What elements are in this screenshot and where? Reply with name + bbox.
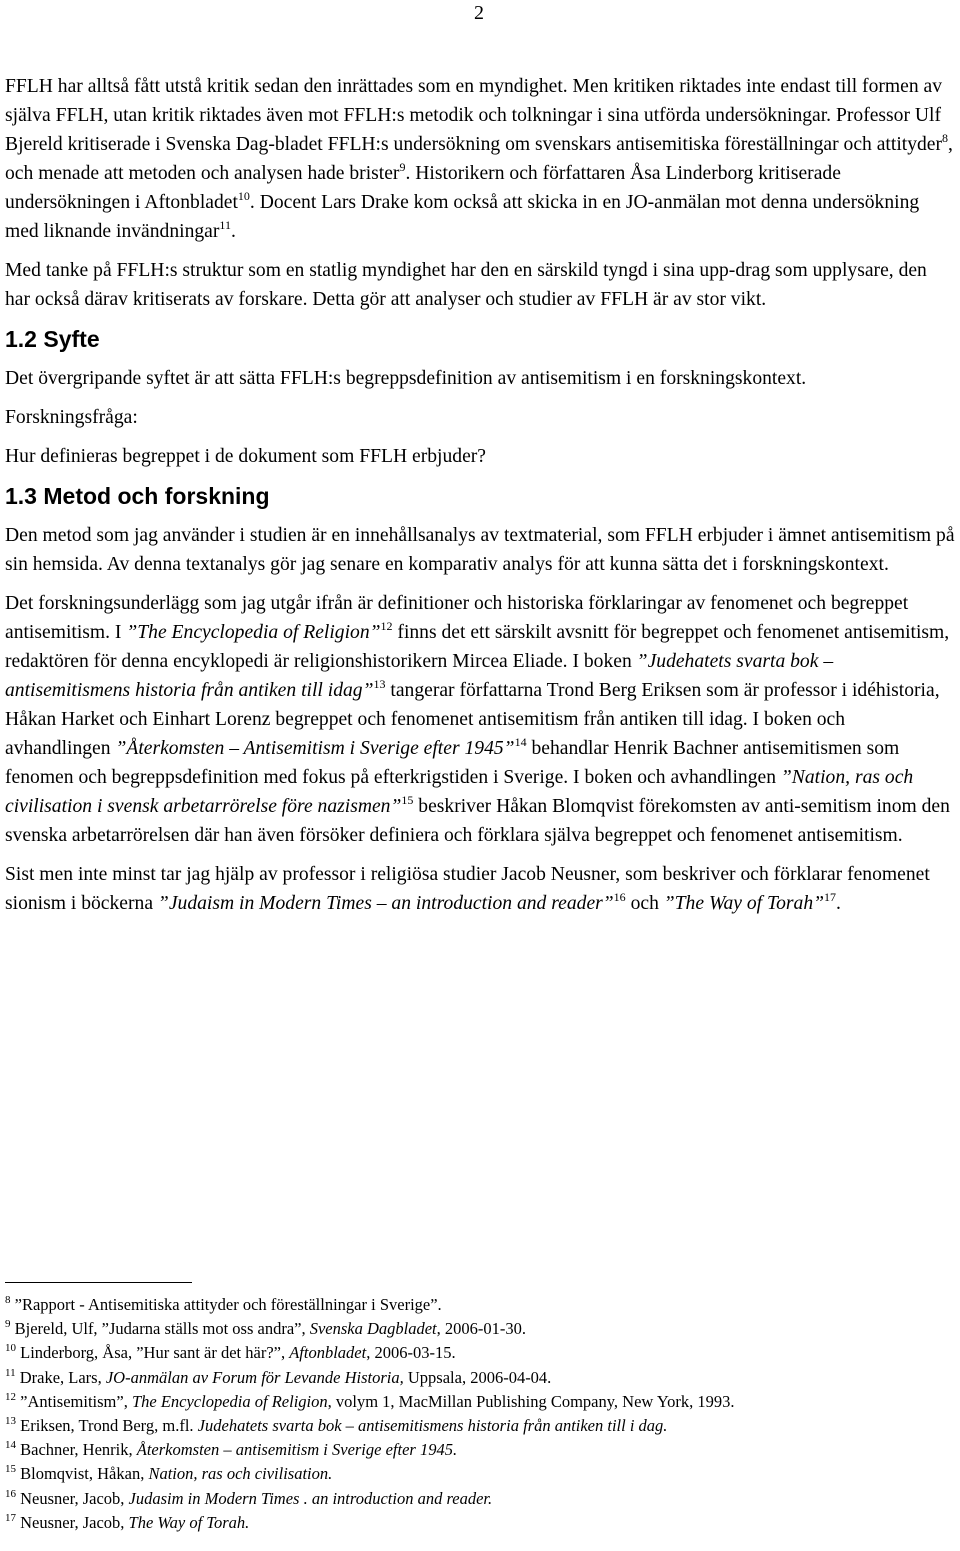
title-encyclopedia: ”The Encyclopedia of Religion” [126,622,381,643]
footnote-10: $^{10}$ Linderborg, Åsa, ”Hur sant är det här?”, Aftonbladet, 2006-03-15. [5,1342,456,1363]
title-nation-ras: ”Nation, ras och civilisation i svensk arbetarrörelse före nazismen” [5,767,914,817]
footnote-ref-16[interactable]: 16 [613,890,626,904]
page-number: 2 [474,2,484,24]
paragraph-research-question-label: Forskningsfråga: [5,407,138,428]
paragraph-neusner: Sist men inte minst tar jag hjälp av professor i religiösa studier Jacob Neusner, som beskriver och förklarar fenomenet sionism i böckerna ”Judaism in Modern Times – an introduction and reader”$^{16}$ och ”The Way of Torah”$^{17}$. [5,864,930,914]
footnote-ref-13[interactable]: 13 [373,677,386,691]
footnote-14: $^{14}$ Bachner, Henrik, Återkomsten – antisemitism i Sverige efter 1945. [5,1439,458,1460]
footnote-ref-10[interactable]: 10 [237,189,250,203]
footnote-11: $^{11}$ Drake, Lars, JO-anmälan av Forum för Levande Historia, Uppsala, 2006-04-04. [5,1366,552,1387]
footnote-9: $^9$ Bjereld, Ulf, ”Judarna ställs mot oss andra”, Svenska Dagbladet, 2006-01-30. [5,1318,527,1339]
paragraph-sources: Det forskningsunderlägg som jag utgår ifrån är definitioner och historiska förklaringar av fenomenet och begreppet antisemitism. I ”The Encyclopedia of Religion”$^{12}$ finns det ett särskilt avsnitt för begreppet och fenomenet antisemitism, redaktören för denna encyklopedi är religionshistorikern Mircea Eliade. I boken ”Judehatets svarta bok – antisemitismens historia från antiken till idag”$^{13}$ tangerar författarna Trond Berg Eriksen som är professor i idéhistoria, Håkan Harket och Einhart Lorenz begreppet och fenomenet antisemitism från antiken till idag. I boken och avhandlingen ”Återkomsten – Antisemitism i Sverige efter 1945”$^{14}$ behandlar Henrik Bachner antisemitismen som fenomen och begreppsdefinition med fokus på efterkrigstiden i Sverige. I boken och avhandlingen ”Nation, ras och civilisation i svensk arbetarrörelse före nazismen”$^{15}$ beskriver Håkan Blomqvist förekomsten av anti-semitism inom den svenska arbetarrörelsen där han även försöker definiera och förklara själva begreppet och fenomenet antisemitism. [5,593,950,846]
document-body [5,72,955,928]
footnote-ref-8[interactable]: 8 [942,131,949,145]
footnote-13: $^{13}$ Eriksen, Trond Berg, m.fl. Judehatets svarta bok – antisemitismens historia från antiken till i dag. [5,1415,668,1436]
paragraph-research-question: Hur definieras begreppet i de dokument som FFLH erbjuder? [5,446,487,467]
heading-metod: 1.3 Metod och forskning [5,483,270,509]
footnote-ref-12[interactable]: 12 [380,619,393,633]
footnote-8: $^8$ ”Rapport - Antisemitiska attityder och föreställningar i Sverige”. [5,1294,442,1314]
footnote-ref-14[interactable]: 14 [514,735,527,749]
footnotes [5,1282,955,1535]
title-aterkomsten: ”Återkomsten – Antisemitism i Sverige efter 1945” [115,738,515,759]
title-way-of-torah: ”The Way of Torah” [663,893,825,914]
footnote-17: $^{17}$ Neusner, Jacob, The Way of Torah. [5,1511,250,1532]
paragraph-method: Den metod som jag använder i studien är en innehållsanalys av textmaterial, som FFLH erbjuder i ämnet antisemitism på sin hemsida. Av denna textanalys gör jag senare en komparativ analys för att kunna sätta det i forskningskontext. [5,525,955,575]
paragraph-structure: Med tanke på FFLH:s struktur som en statlig myndighet har den en särskild tyngd i sina upp-drag som upplysare, den har också därav kritiserats av forskare. Detta gör att analyser och studier av FFLH är av stor vikt. [5,260,927,310]
footnote-ref-15[interactable]: 15 [401,793,414,807]
footnote-ref-11[interactable]: 11 [219,218,231,232]
footnote-12: $^{12}$ ”Antisemitism”, The Encyclopedia of Religion, volym 1, MacMillan Publishing Company, New York, 1993. [5,1390,735,1411]
paragraph-criticism: FFLH har alltså fått utstå kritik sedan den inrättades som en myndighet. Men kritiken riktades inte endast till formen av själva FFLH, utan kritik riktades även mot FFLH:s metodik och tolkningar i sina utförda undersökningar. Professor Ulf Bjereld kritiserade i Svenska Dag-bladet FFLH:s undersökning om svenskars antisemitiska föreställningar och attityder$^8$, och menade att metoden och analysen hade brister$^9$. Historikern och författaren Åsa Linderborg kritiserade undersökningen i Aftonbladet$^{10}$. Docent Lars Drake kom också att skicka in en JO-anmälan mot denna undersökning med liknande invändningar$^{11}$. [5,76,953,242]
paragraph-purpose: Det övergripande syftet är att sätta FFLH:s begreppsdefinition av antisemitism i en forskningskontext. [5,368,807,389]
footnote-ref-9[interactable]: 9 [399,160,406,174]
footnote-15: $^{15}$ Blomqvist, Håkan, Nation, ras och civilisation. [5,1463,333,1484]
heading-syfte: 1.2 Syfte [5,326,100,352]
footnote-ref-17[interactable]: 17 [824,890,837,904]
title-judehatets: ”Judehatets svarta bok – antisemitismens historia från antiken till idag” [5,651,834,701]
footnote-16: $^{16}$ Neusner, Jacob, Judasim in Modern Times . an introduction and reader. [5,1487,493,1508]
footnote-separator [5,1282,192,1283]
title-judaism-modern-times: ”Judaism in Modern Times – an introduction and reader” [157,893,614,914]
